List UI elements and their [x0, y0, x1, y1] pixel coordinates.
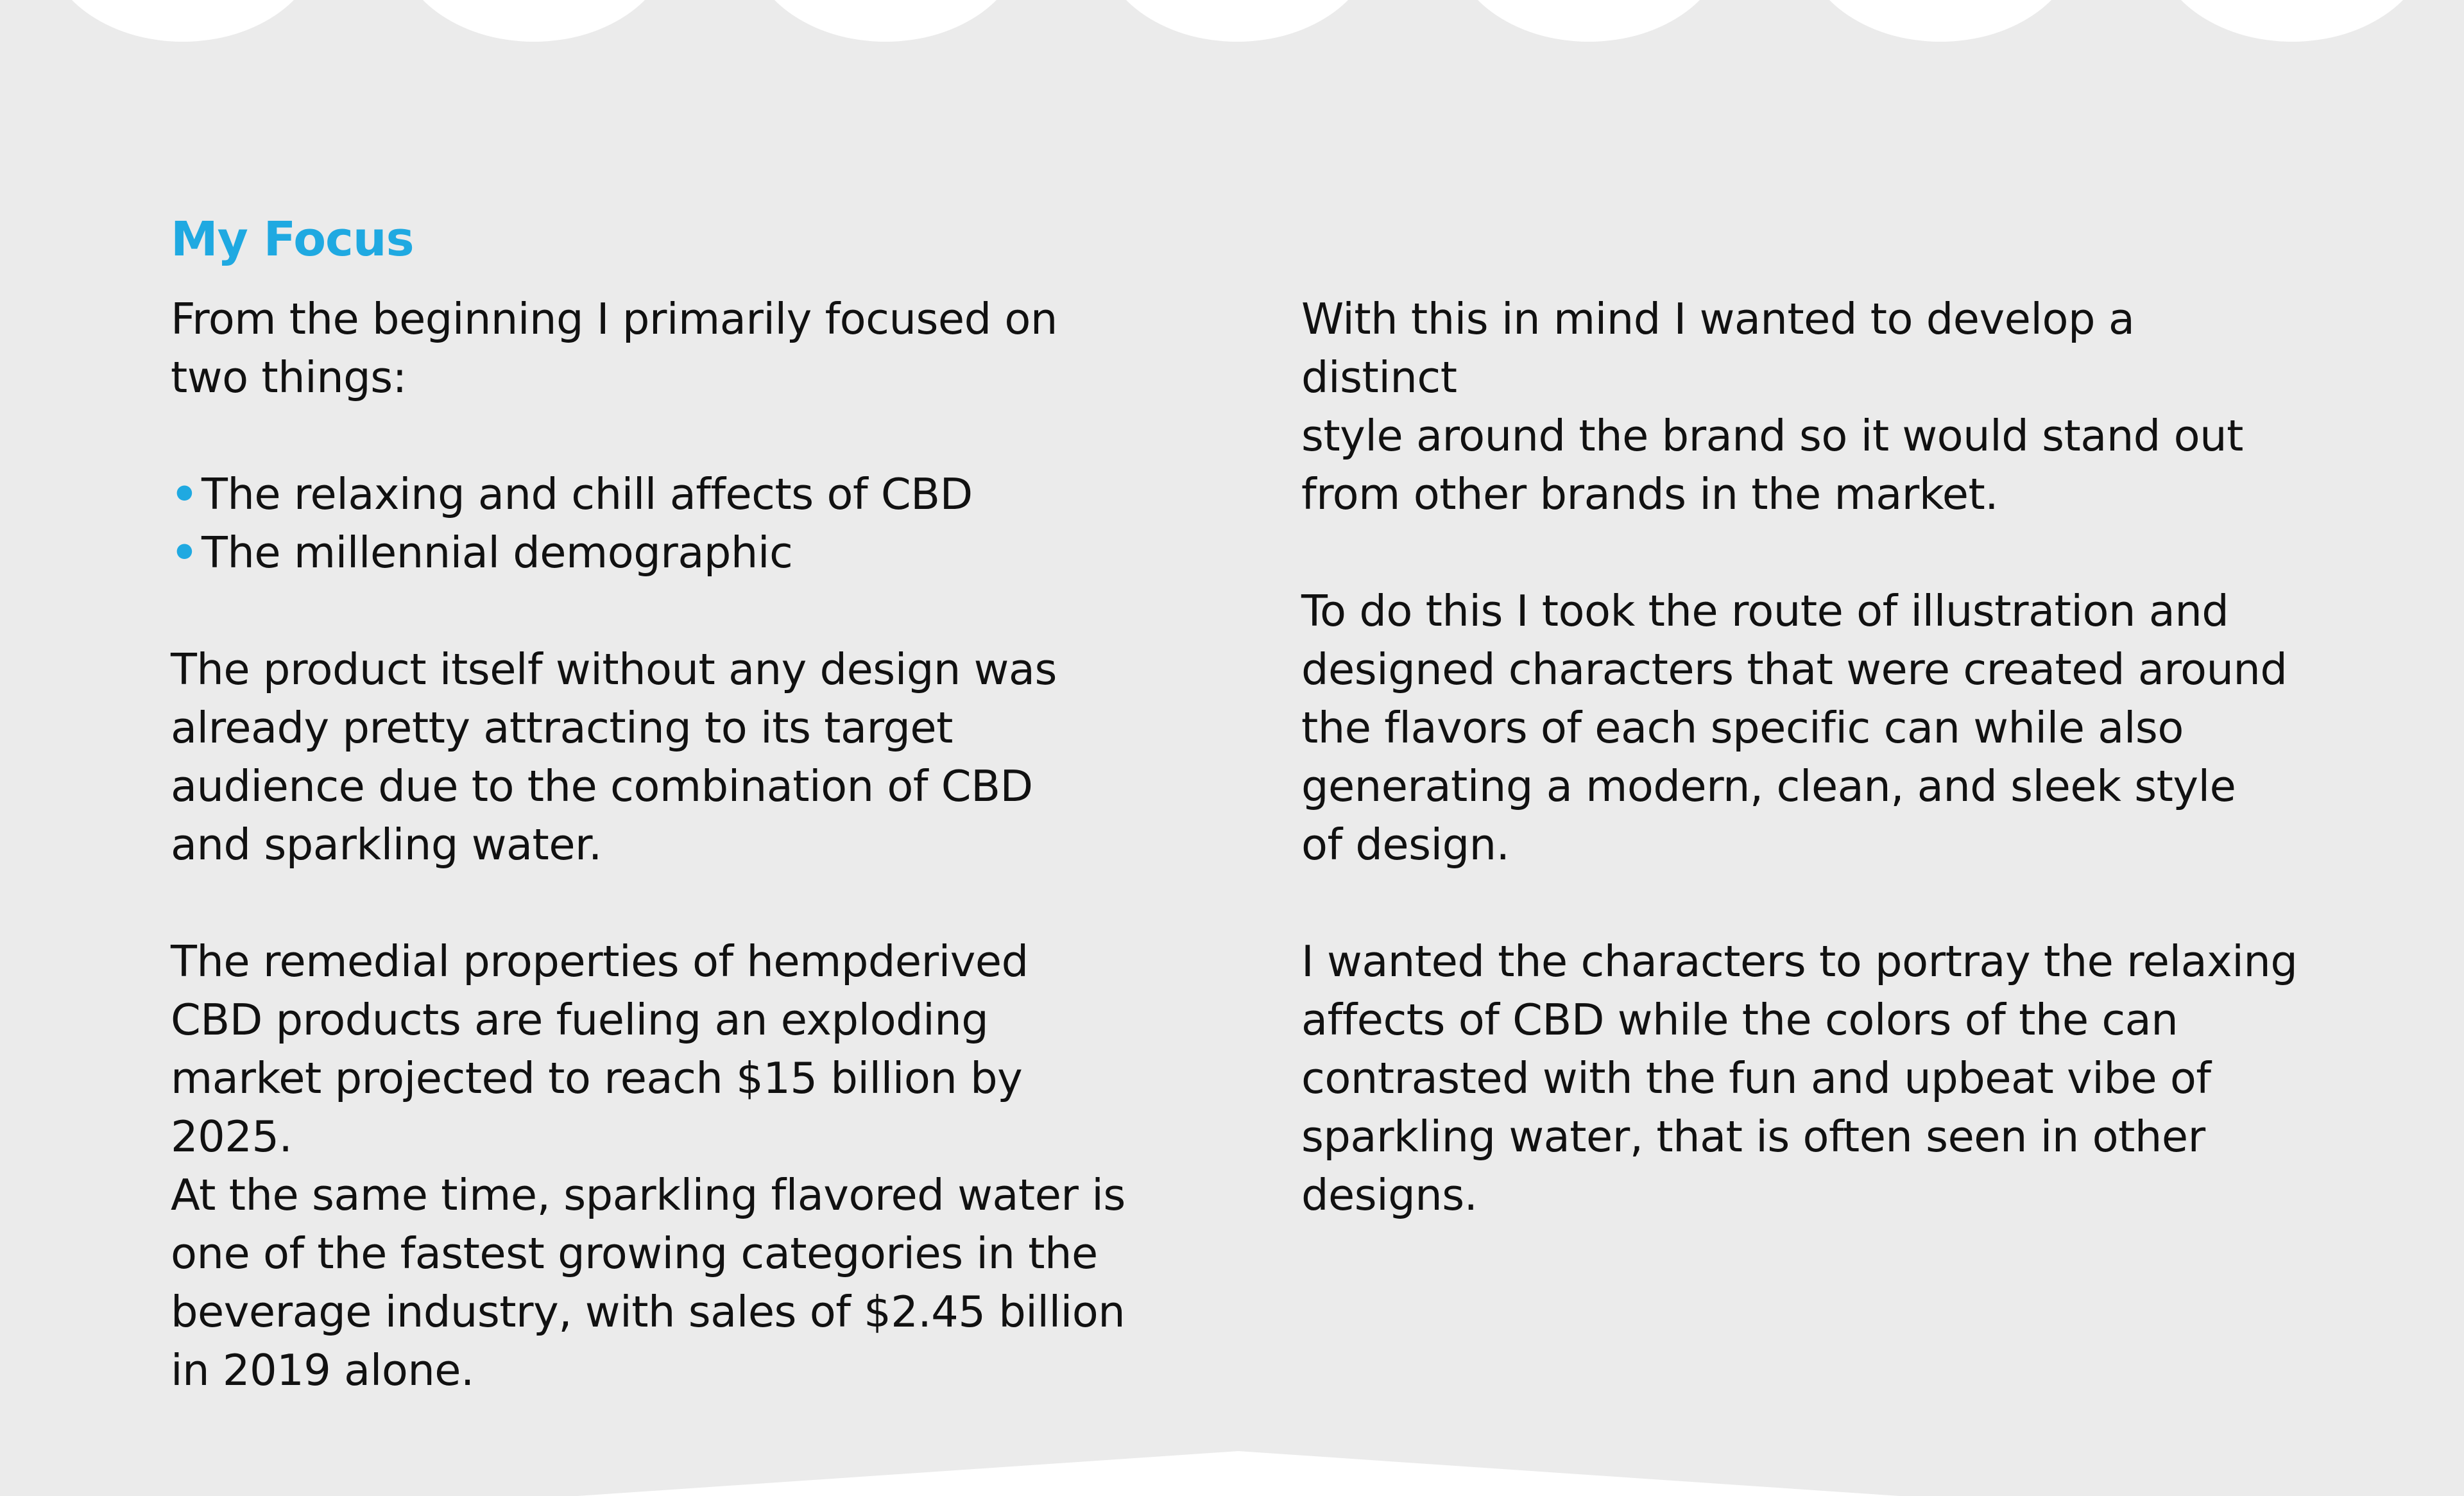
focus-list: [171, 465, 1133, 582]
bottom-peak-shape: [0, 1445, 2464, 1496]
section-title: My Focus: [171, 212, 414, 267]
brand-style-paragraph: With this in mind I wanted to develop a distinct style around the brand so it would stand out from other brands in the market.: [1301, 294, 2243, 519]
characters-paragraph: I wanted the characters to portray the relaxing affects of CBD while the colors of the can contrasted with the fun and upbeat vibe of sparkling water, that is often seen in other designs.: [1301, 936, 2298, 1220]
left-column: [171, 290, 1133, 1458]
list-item-text: The millennial demographic: [201, 528, 793, 578]
illustration-paragraph: To do this I took the route of illustration and designed characters that were created around the flavors of each specific can while also generating a modern, clean, and sleek style of design.: [1301, 586, 2288, 870]
list-item: [171, 465, 1133, 524]
bottom-peak: [578, 1451, 1899, 1496]
scallop-shape: [1451, 0, 1727, 42]
list-item-text: The relaxing and chill affects of CBD: [201, 469, 973, 519]
product-paragraph: The product itself without any design was already pretty attracting to its target audience due to the combination of CBD and sparkling water.: [171, 644, 1057, 870]
scallop-shape: [396, 0, 672, 42]
right-column: [1301, 290, 2302, 1283]
scallop-shape: [1802, 0, 2078, 42]
scallop-shape: [2154, 0, 2430, 42]
intro-paragraph: From the beginning I primarily focused on two things:: [171, 294, 1057, 402]
top-scallop-border: [0, 0, 2464, 45]
scallop-shape: [1099, 0, 1375, 42]
market-paragraph: The remedial properties of hempderived CBD products are fueling an exploding market projected to reach $15 billion by 2025. At the same time, sparkling flavored water is one of the fastest growing categories in the beverage industry, with sales of $2.45 billion in 2019 alone.: [171, 936, 1125, 1395]
scallop-shape: [45, 0, 321, 42]
list-item: [171, 524, 1133, 582]
bullet-dot-icon: •: [171, 469, 198, 519]
scallop-shape: [748, 0, 1023, 42]
bullet-dot-icon: •: [171, 528, 198, 578]
